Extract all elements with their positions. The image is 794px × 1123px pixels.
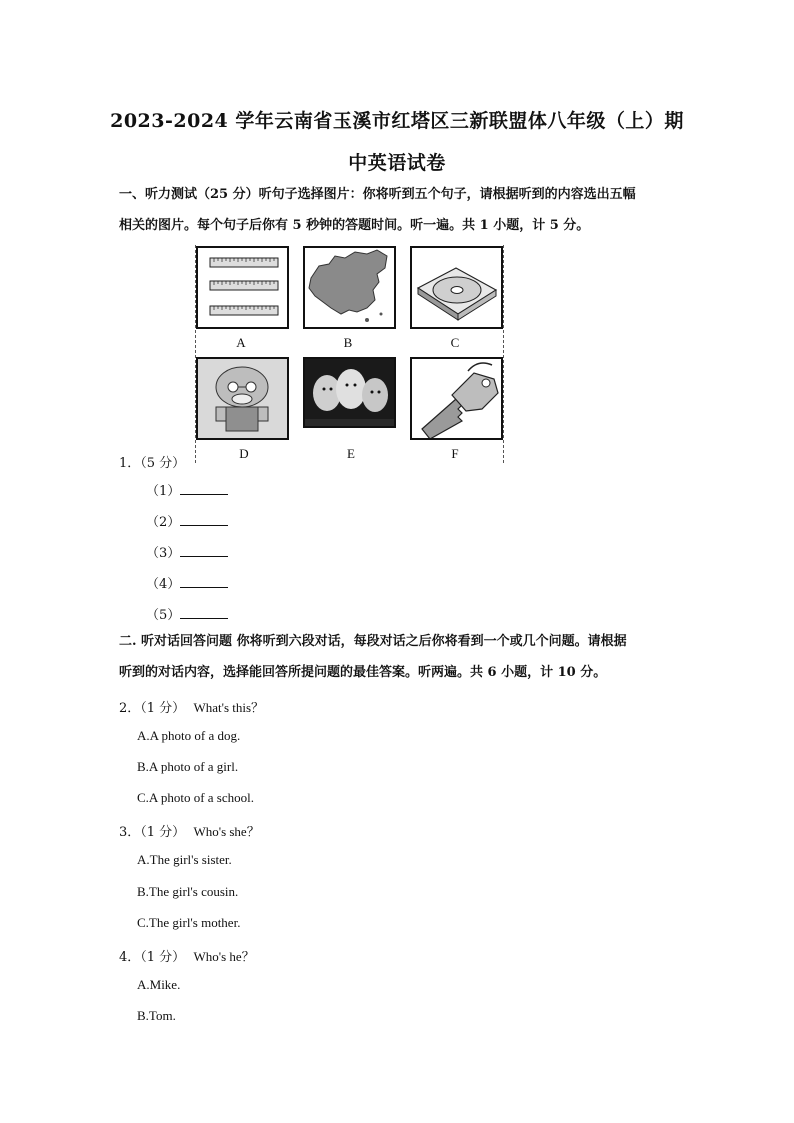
answer-blank-4[interactable] (146, 573, 228, 592)
section1-instruction-line-1: 一、听力测试（25 分）听句子选择图片：你将听到五个句子，请根据听到的内容选出五幅 (119, 187, 636, 202)
picture-f (410, 357, 503, 440)
question-number: 4．（1 分） (119, 950, 186, 965)
picture-a-label: A (236, 335, 246, 350)
answer-blank-1[interactable] (146, 480, 228, 499)
question-text: Who's she？ (193, 824, 260, 839)
grid-right-dashed-border (503, 245, 504, 463)
question-4 (119, 946, 255, 965)
section1-instruction-line-2: 相关的图片。每个句子后你有 5 秒钟的答题时间。听一遍。共 1 小题，计 5 分。 (119, 218, 590, 233)
blank-number: （4） (146, 577, 181, 592)
question-3-option-c[interactable]: C.The girl's mother. (137, 915, 241, 930)
question-3 (119, 821, 260, 840)
question-2-option-b[interactable]: B.A photo of a girl. (137, 759, 239, 774)
question-2-option-a[interactable]: A.A photo of a dog. (137, 728, 241, 743)
question-text: Who's he？ (193, 949, 255, 964)
question-2 (119, 697, 264, 716)
picture-b (303, 246, 396, 329)
page-title-line-1: 2023-2024 学年云南省玉溪市红塔区三新联盟体八年级（上）期 (110, 110, 684, 132)
picture-c (410, 246, 503, 329)
picture-d (196, 357, 289, 440)
picture-b-label: B (343, 335, 353, 350)
question-number: 2．（1 分） (119, 701, 186, 716)
picture-a (196, 246, 289, 329)
question-3-option-a[interactable]: A.The girl's sister. (137, 852, 232, 867)
question-3-option-b[interactable]: B.The girl's cousin. (137, 884, 239, 899)
key-icon (412, 359, 501, 438)
question-2-option-c[interactable]: C.A photo of a school. (137, 790, 254, 805)
rulers-icon (198, 248, 287, 327)
blank-number: （1） (146, 484, 181, 499)
blank-number: （3） (146, 546, 181, 561)
picture-f-label: F (451, 446, 459, 461)
blank-number: （2） (146, 515, 181, 530)
grandpa-cartoon-icon (198, 359, 287, 438)
question-number: 3．（1 分） (119, 825, 186, 840)
answer-blank-5[interactable] (146, 604, 228, 623)
picture-e-label: E (347, 446, 355, 461)
blank-number: （5） (146, 608, 181, 623)
question-text: What's this？ (193, 700, 265, 715)
page-title-line-2: 中英语试卷 (348, 152, 446, 174)
picture-c-label: C (450, 335, 460, 350)
answer-blank-3[interactable] (146, 542, 228, 561)
picture-e (303, 357, 396, 428)
answer-blank-2[interactable] (146, 511, 228, 530)
picture-d-label: D (239, 446, 249, 461)
question-4-option-b[interactable]: B.Tom. (137, 1008, 176, 1023)
cd-disc-icon (412, 248, 501, 327)
puppies-photo-icon (305, 359, 394, 426)
question-1-header: 1．（5 分） (119, 456, 186, 471)
section2-instruction-line-1: 二. 听对话回答问题 你将听到六段对话，每段对话之后你将看到一个或几个问题。请根据 (119, 634, 627, 649)
question-4-option-a[interactable]: A.Mike. (137, 977, 181, 992)
china-map-icon (305, 248, 394, 327)
section2-instruction-line-2: 听到的对话内容，选择能回答所提问题的最佳答案。听两遍。共 6 小题，计 10 分。 (119, 665, 607, 680)
